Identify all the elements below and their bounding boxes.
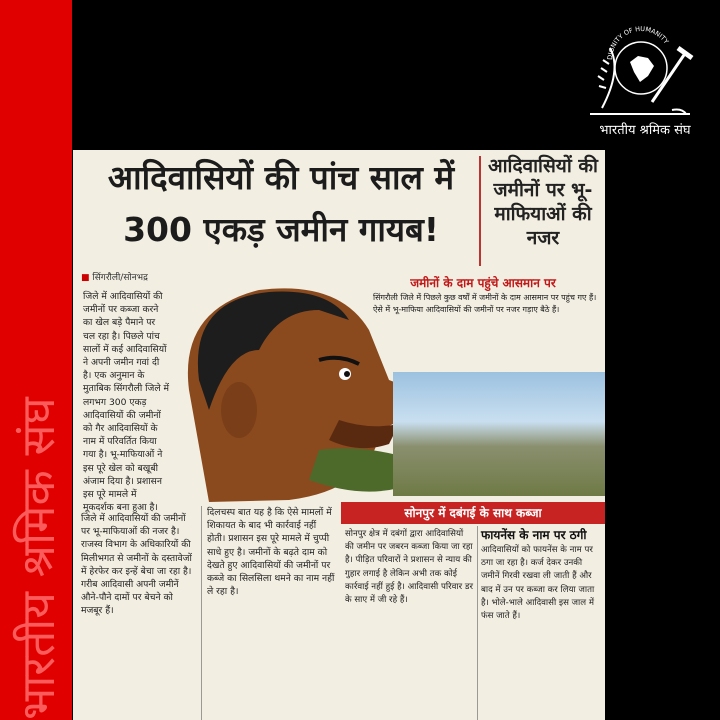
vertical-org-name: भारतीय श्रमिक संघ [11,397,65,720]
byline: ■ सिंगरौली/सोनभद्र [81,273,148,283]
headline-divider [479,156,481,266]
logo-arc-text: DIGNITY OF HUMANITY [605,24,671,61]
headline-line-1: आदिवासियों की पांच साल में [107,158,455,197]
column-3-text: सोनपुर क्षेत्र में दबंगों द्वारा आदिवासियों की जमीन पर जबरन कब्जा किया जा रहा है। पीड़ित परिवारों ने प्रशासन से न्याय की गुहार लगाई है लेकिन अभी तक कोई कार्रवाई नहीं हुई है। आदिवासी परिवार डर के साए में जी रहे हैं। [345,529,473,606]
byline-text: सिंगरौली/सोनभद्र [92,273,148,283]
column-1-lower-text: जिले में आदिवासियों की जमीनों पर भू-माफियाओं की नजर है। राजस्व विभाग के अधिकारियों की मिलीभगत से जमीनों के दस्तावेजों में हेरफेर कर इन्हें बेचा जा रहा है। गरीब आदिवासी अपनी जमीनें औने-पौने दामों पर बेचने को मजबूर हैं। [81,513,192,617]
column-2-text: दिलचस्प बात यह है कि ऐसे मामलों में शिकायत के बाद भी कार्रवाई नहीं होती। प्रशासन इस पूरे मामले में चुप्पी साधे हुए है। जमीनों के बढ़ते दाम को देखते हुए आदिवासियों की जमीनों पर कब्जे का सिलसिला थमने का नाम नहीं ले रहा है। [207,507,335,598]
headline-line-2: 300 एकड़ जमीन गायब! [123,210,439,249]
column-1-text: जिले में आदिवासियों की जमीनों पर कब्जा करने का खेल बड़े पैमाने पर चल रहा है। पिछले पांच सालों में कई आदिवासियों ने अपनी जमीन गवां दी है। एक अनुमान के मुताबिक सिंगरौली जिले में लगभग 300 एकड़ आदिवासियों की जमीनों को गैर आदिवासियों के नाम में परिवर्तित किया गया है। भू-माफियाओं ने इस पूरे खेल को बखूबी अंजाम दिया है। प्रशासन इस पूरे मामले में मूकदर्शक बना हुआ है। [83,291,169,514]
illustration-man-eating-land [169,270,419,502]
photo-caption-title: जमीनों के दाम पहुंचे आसमान पर [410,276,556,290]
photo-caption-text: सिंगरौली जिले में पिछले कुछ वर्षों में जमीनों के दाम आसमान पर पहुंच गए हैं। ऐसे में भू-माफिया आदिवासियों की जमीनों पर नजर गड़ाए बैठे हैं। [373,293,597,314]
newspaper-clipping [73,150,605,720]
column-divider-2 [477,526,478,720]
sub-headline-finance: फायनेंस के नाम पर ठगी [481,528,587,542]
logo-caption: भारतीय श्रमिक संघ [599,123,691,138]
india-map-icon [630,56,654,82]
column-divider [201,506,202,720]
headline [79,152,483,270]
side-headline: आदिवासियों की जमीनों पर भू-माफियाओं की नजर [488,155,598,249]
land-photo [393,372,605,496]
sub-banner-sonpur: सोनपुर में दबंगई के साथ कब्जा [341,502,605,524]
column-4-text: आदिवासियों को फायनेंस के नाम पर ठगा जा रहा है। कर्ज देकर उनकी जमीनें गिरवी रखवा ली जाती हैं और बाद में उन पर कब्जा कर लिया जाता है। भोले-भाले आदिवासी इस जाल में फंस जाते हैं। [481,545,595,622]
hammer-icon [652,52,686,102]
